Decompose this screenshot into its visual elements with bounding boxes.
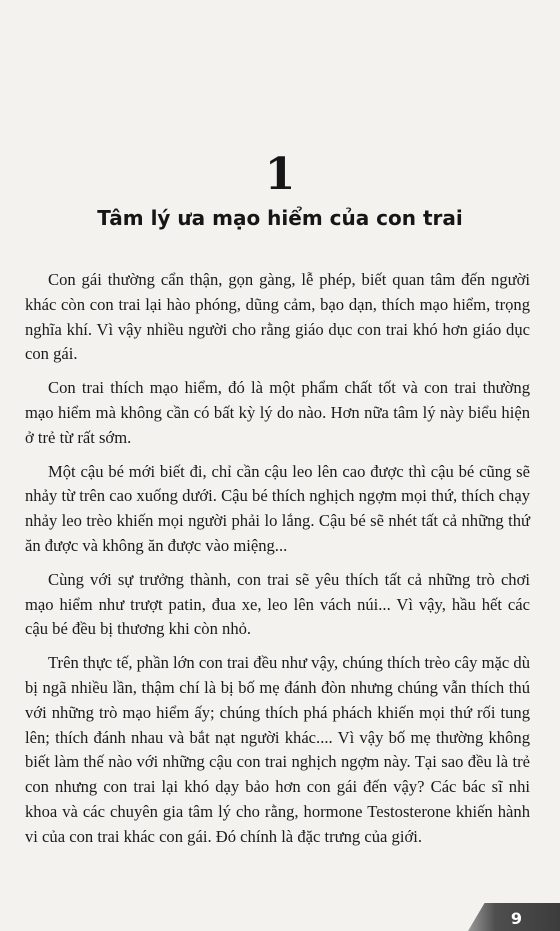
paragraph-3: Một cậu bé mới biết đi, chỉ cần cậu leo lên cao được thì cậu bé cũng sẽ nhảy từ trên cao xuống dưới. Cậu bé thích nghịch ngợm mọi thứ, thích chạy nhảy leo trèo khiến mọi người phải lo lắng. Cậu bé sẽ nhét tất cả những thứ ăn được và không ăn được vào miệng... [25,461,530,555]
paragraph-5: Trên thực tế, phần lớn con trai đều như vậy, chúng thích trèo cây mặc dù bị ngã nhiều lần, thậm chí là bị bố mẹ đánh đòn nhưng chúng vẫn thích thú với những trò mạo hiểm ấy; chúng thích phá phách khiến mọi thứ rối tung lên; thích đánh nhau và bắt nạt người khác.... Vì vậy bố mẹ thường không biết làm thế nào với những cậu con trai nghịch ngợm này. Tại sao đều là trẻ con nhưng con trai lại khó dạy bảo hơn con gái đến vậy? Các bác sĩ nhi khoa và các chuyên gia tâm lý cho rằng, hormone Testosterone khiến hành vi của con trai khác con gái. Đó chính là đặc trưng của giới. [25,653,530,846]
chapter-number: 1 [264,149,296,200]
paragraph-4: Cùng với sự trưởng thành, con trai sẽ yêu thích tất cả những trò chơi mạo hiểm như trượt patin, đua xe, leo lên vách núi... Vì vậy, hầu hết các cậu bé đều bị thương khi còn nhỏ. [25,569,530,639]
body-text [25,268,530,859]
paragraph-2: Con trai thích mạo hiểm, đó là một phẩm chất tốt và con trai thường mạo hiểm mà không cần có bất kỳ lý do nào. Hơn nữa tâm lý này biểu hiện ở trẻ từ rất sớm. [25,378,530,447]
page-number: 9 [510,909,522,928]
paragraph-1: Con gái thường cẩn thận, gọn gàng, lễ phép, biết quan tâm đến người khác còn con trai lại hào phóng, dũng cảm, bạo dạn, thích mạo hiểm, trọng nghĩa khí. Vì vậy nhiều người cho rằng giáo dục con trai khó hơn giáo dục con gái. [25,270,530,364]
chapter-title: Tâm lý ưa mạo hiểm của con trai [97,206,463,230]
